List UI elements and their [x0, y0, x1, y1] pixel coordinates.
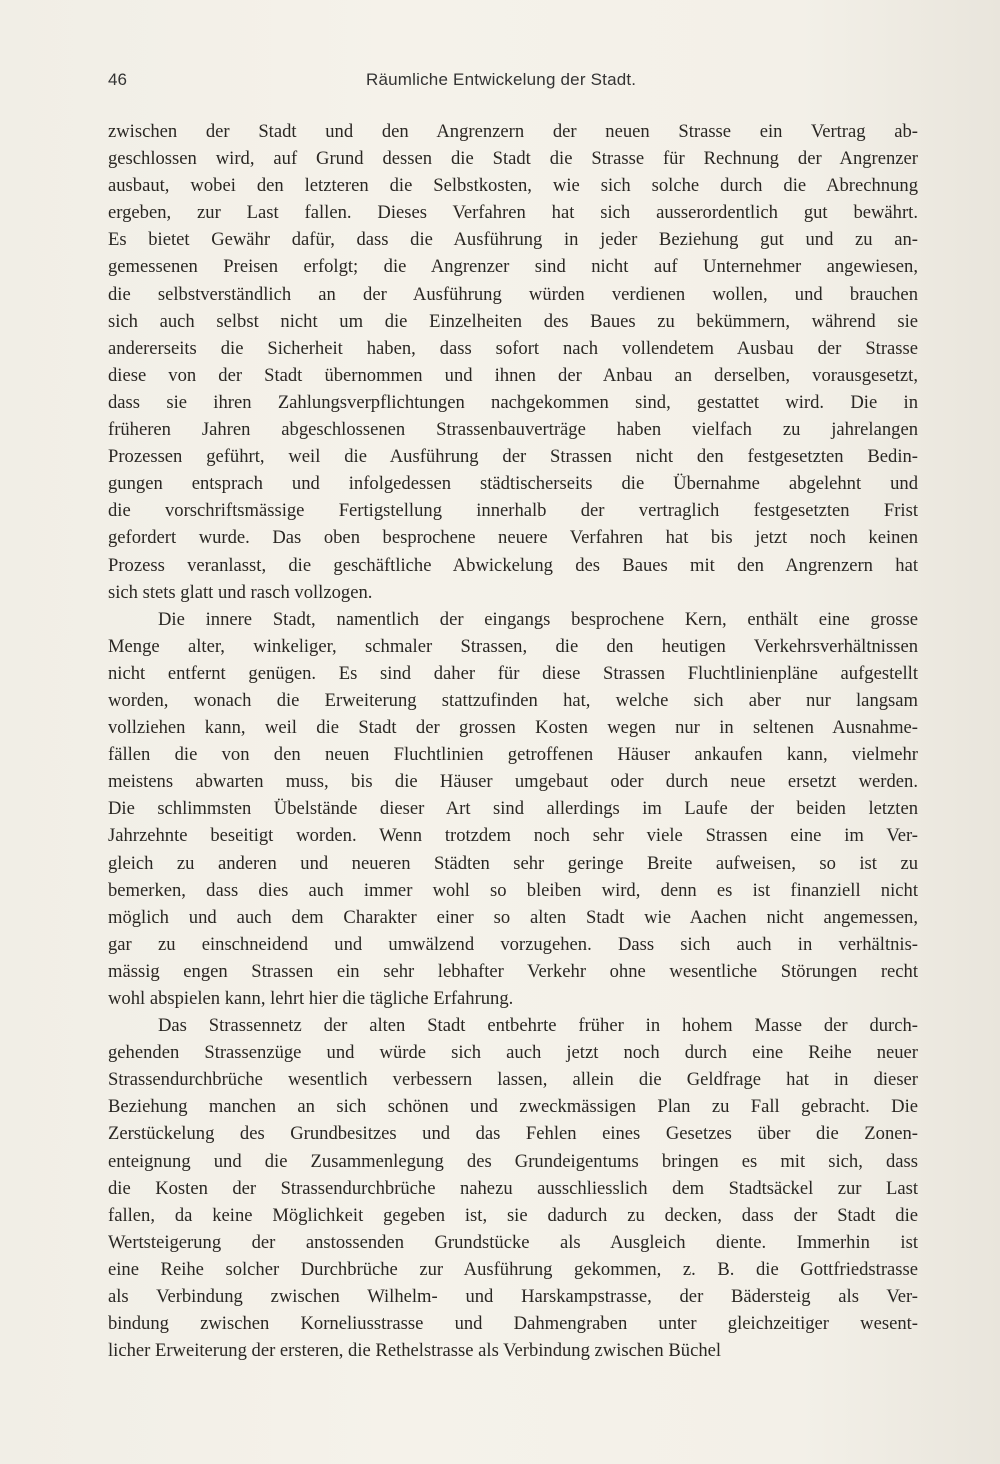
text-line: wohl abspielen kann, lehrt hier die tägliche Erfahrung. — [108, 988, 514, 1009]
text-line: gleich zu anderen und neueren Städten sehr geringe Breite aufweisen, so ist zu — [108, 852, 918, 874]
text-line: Strassendurchbrüche wesentlich verbessern lassen, allein die Geldfrage hat in dieser — [108, 1069, 918, 1091]
text-line: die Kosten der Strassendurchbrüche nahezu ausschliesslich dem Stadtsäckel zur Last — [108, 1177, 918, 1199]
text-line: dass sie ihren Zahlungsverpflichtungen nachgekommen sind, gestattet wird. Die in — [108, 391, 918, 413]
running-title: Räumliche Entwickelung der Stadt. — [366, 70, 637, 89]
text-line: Es bietet Gewähr dafür, dass die Ausführung in jeder Beziehung gut und zu an- — [108, 229, 918, 251]
running-head — [108, 70, 918, 96]
text-line: gar zu einschneidend und umwälzend vorzugehen. Dass sich auch in verhältnis- — [108, 933, 918, 955]
text-line: Jahrzehnte beseitigt worden. Wenn trotzdem noch sehr viele Strassen eine im Ver- — [108, 825, 918, 847]
text-line: Die schlimmsten Übelstände dieser Art sind allerdings im Laufe der beiden letzten — [108, 798, 918, 820]
body-text — [108, 118, 918, 1364]
text-line: Das Strassennetz der alten Stadt entbehrte früher in hohem Masse der durch- — [158, 1015, 918, 1037]
text-line: Die innere Stadt, namentlich der eingangs besprochene Kern, enthält eine grosse — [158, 608, 918, 630]
paragraph — [108, 606, 918, 1012]
text-line: ergeben, zur Last fallen. Dieses Verfahren hat sich ausserordentlich gut bewährt. — [108, 202, 918, 224]
text-line: nicht entfernt genügen. Es sind daher für diese Strassen Fluchtlinienpläne aufgestellt — [108, 662, 918, 684]
text-line: gefordert wurde. Das oben besprochene neuere Verfahren hat bis jetzt noch keinen — [108, 527, 918, 549]
text-line: ausbaut, wobei den letzteren die Selbstkosten, wie sich solche durch die Abrechnung — [108, 175, 918, 197]
text-line: bindung zwischen Korneliusstrasse und Dahmengraben unter gleichzeitiger wesent- — [108, 1313, 918, 1335]
text-line: worden, wonach die Erweiterung stattzufinden hat, welche sich aber nur langsam — [108, 689, 918, 711]
text-line: die selbstverständlich an der Ausführung würden verdienen wollen, und brauchen — [108, 283, 918, 305]
text-line: fallen, da keine Möglichkeit gegeben ist, sie dadurch zu decken, dass der Stadt die — [108, 1204, 918, 1226]
text-line: eine Reihe solcher Durchbrüche zur Ausführung gekommen, z. B. die Gottfriedstrasse — [108, 1258, 918, 1280]
text-line: mässig engen Strassen ein sehr lebhafter Verkehr ohne wesentliche Störungen recht — [108, 960, 918, 982]
page-number: 46 — [108, 70, 127, 89]
text-line: sich stets glatt und rasch vollzogen. — [108, 581, 373, 603]
text-line: andererseits die Sicherheit haben, dass sofort nach vollendetem Ausbau der Strasse — [108, 337, 918, 359]
paragraph — [108, 1012, 918, 1364]
text-line: zwischen der Stadt und den Angrenzern der neuen Strasse ein Vertrag ab- — [108, 121, 918, 142]
text-line: als Verbindung zwischen Wilhelm- und Harskampstrasse, der Bädersteig als Ver- — [108, 1286, 918, 1308]
text-line: früheren Jahren abgeschlossenen Strassenbauverträge haben vielfach zu jahrelangen — [108, 419, 918, 441]
text-line: vollziehen kann, weil die Stadt der grossen Kosten wegen nur in seltenen Ausnahme- — [108, 717, 918, 739]
paragraph — [108, 118, 918, 606]
text-line: Beziehung manchen an sich schönen und zweckmässigen Plan zu Fall gebracht. Die — [108, 1096, 918, 1118]
text-line: die vorschriftsmässige Fertigstellung innerhalb der vertraglich festgesetzten Frist — [108, 500, 918, 522]
text-line: fällen die von den neuen Fluchtlinien getroffenen Häuser ankaufen kann, vielmehr — [108, 744, 918, 766]
text-line: möglich und auch dem Charakter einer so alten Stadt wie Aachen nicht angemessen, — [108, 906, 918, 928]
text-line: gungen entsprach und infolgedessen städtischerseits die Übernahme abgelehnt und — [108, 473, 918, 495]
text-line: sich auch selbst nicht um die Einzelheiten des Baues zu bekümmern, während sie — [108, 310, 918, 332]
text-line: Prozessen geführt, weil die Ausführung der Strassen nicht den festgesetzten Bedin- — [108, 446, 918, 468]
text-line: licher Erweiterung der ersteren, die Rethelstrasse als Verbindung zwischen Büchel — [108, 1340, 722, 1362]
text-line: bemerken, dass dies auch immer wohl so bleiben wird, denn es ist finanziell nicht — [108, 879, 918, 901]
text-line: enteignung und die Zusammenlegung des Grundeigentums bringen es mit sich, dass — [108, 1150, 918, 1172]
text-line: gehenden Strassenzüge und würde sich auch jetzt noch durch eine Reihe neuer — [108, 1042, 918, 1064]
text-line: diese von der Stadt übernommen und ihnen der Anbau an derselben, vorausgesetzt, — [108, 364, 918, 386]
text-line: gemessenen Preisen erfolgt; die Angrenzer sind nicht auf Unternehmer angewiesen, — [108, 256, 918, 278]
text-line: Wertsteigerung der anstossenden Grundstücke als Ausgleich diente. Immerhin ist — [108, 1231, 918, 1253]
text-line: Zerstückelung des Grundbesitzes und das Fehlen eines Gesetzes über die Zonen- — [108, 1123, 918, 1145]
text-line: meistens abwarten muss, bis die Häuser umgebaut oder durch neue ersetzt werden. — [108, 771, 918, 793]
text-line: Menge alter, winkeliger, schmaler Strassen, die den heutigen Verkehrsverhältnissen — [108, 635, 918, 657]
text-line: Prozess veranlasst, die geschäftliche Abwickelung des Baues mit den Angrenzern hat — [108, 554, 918, 576]
text-line: geschlossen wird, auf Grund dessen die Stadt die Strasse für Rechnung der Angrenzer — [108, 148, 918, 170]
